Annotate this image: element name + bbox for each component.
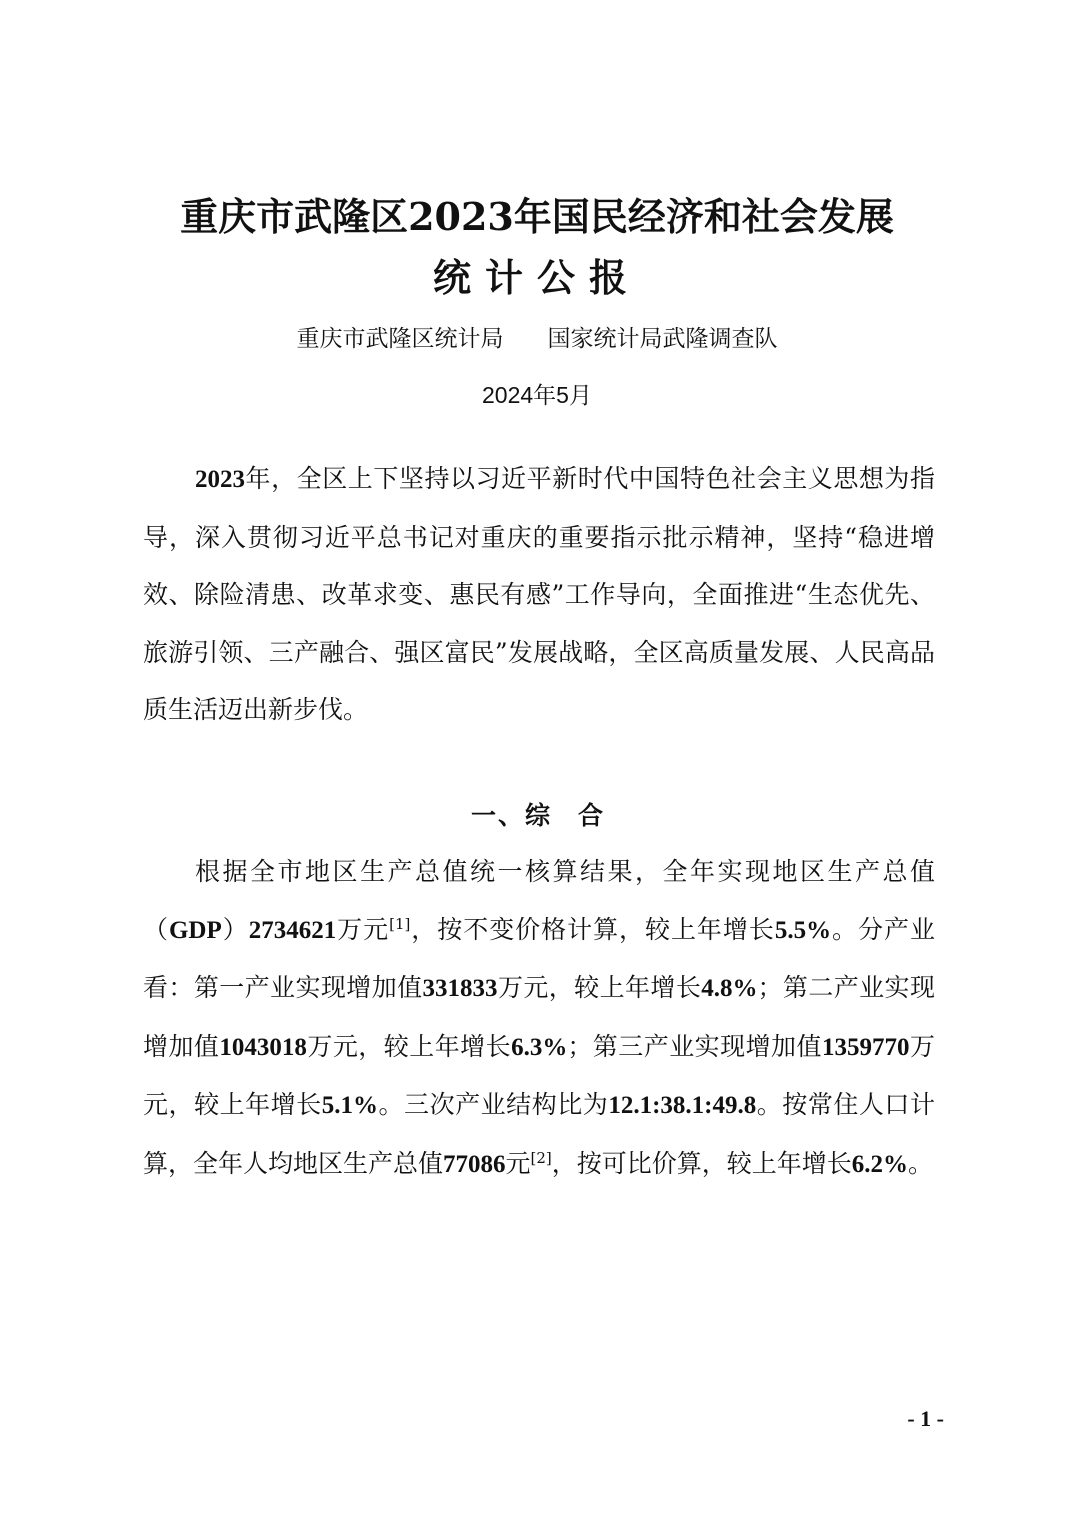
tertiary-industry-value: 1359770 xyxy=(822,1033,910,1061)
text-run: ，按不变价格计算，较上年增长 xyxy=(410,914,775,944)
text-run: 。分产业看：第一产业实现增加值 xyxy=(143,914,935,1002)
text-run: 根据全市地区生产总值统一核算结果，全年实现地区生产总值（ xyxy=(143,857,935,944)
intro-text: 年，全区上下坚持以习近平新时代中国特色社会主义思想为指导，深入贯彻习近平总书记对重庆的重要指示批示精神，坚持“稳进增效、除险清患、改革求变、惠民有感”工作导向，全面推进“生态优先、旅游引领、三产融合、强区富民”发展战略，全区高质量发展、人民高品质生活迈出新步伐。 xyxy=(143,464,935,724)
section-title-char-1: 综 xyxy=(524,801,550,830)
section-paragraph xyxy=(143,843,935,1193)
per-capita-gdp-growth: 6.2% xyxy=(851,1150,909,1178)
text-run: 万元，较上年增长 xyxy=(497,973,702,1002)
secondary-industry-growth: 6.3% xyxy=(511,1033,568,1061)
section-number: 一、 xyxy=(470,801,525,830)
author-survey-team: 国家统计局武隆调查队 xyxy=(547,326,778,352)
intro-paragraph xyxy=(143,450,935,739)
footnote-ref-2: [2] xyxy=(530,1148,552,1167)
industry-structure-ratio: 12.1:38.1:49.8 xyxy=(608,1092,757,1119)
primary-industry-growth: 4.8% xyxy=(701,975,758,1002)
primary-industry-value: 331833 xyxy=(422,975,498,1002)
author-statistics-bureau: 重庆市武隆区统计局 xyxy=(296,326,504,352)
text-run: ；第三产业实现增加值 xyxy=(567,1031,822,1061)
text-run: 万元，较上年增长 xyxy=(143,1031,935,1119)
section-title-char-2: 合 xyxy=(578,801,604,830)
gdp-label: GDP xyxy=(168,916,222,944)
text-run: 元 xyxy=(505,1148,531,1178)
tertiary-industry-growth: 5.1% xyxy=(321,1092,378,1119)
text-run: ） xyxy=(221,914,249,944)
footnote-ref-1: [1] xyxy=(389,914,411,933)
secondary-industry-value: 1043018 xyxy=(219,1033,307,1061)
text-run: ；第二产业实现增加值 xyxy=(143,973,935,1061)
page-number: - 1 - xyxy=(907,1406,944,1431)
author-line xyxy=(0,322,1074,356)
section-heading xyxy=(0,796,1074,836)
text-run: 。按常住人口计算，全年人均地区生产总值 xyxy=(143,1090,935,1178)
text-run: 万元 xyxy=(336,914,390,944)
gdp-value: 2734621 xyxy=(248,916,337,944)
text-run: 万元，较上年增长 xyxy=(306,1031,512,1061)
text-run: 。 xyxy=(908,1148,934,1178)
intro-year: 2023 xyxy=(195,466,245,493)
document-subtitle: 统计公报 xyxy=(432,255,641,300)
text-run: ，按可比价算，较上年增长 xyxy=(551,1148,852,1178)
per-capita-gdp-value: 77086 xyxy=(443,1150,506,1178)
text-run: 。三次产业结构比为 xyxy=(377,1090,609,1119)
document-title: 重庆市武隆区2023年国民经济和社会发展 xyxy=(180,194,894,239)
gdp-growth: 5.5% xyxy=(774,916,832,944)
publication-date: 2024年5月 xyxy=(482,382,592,408)
